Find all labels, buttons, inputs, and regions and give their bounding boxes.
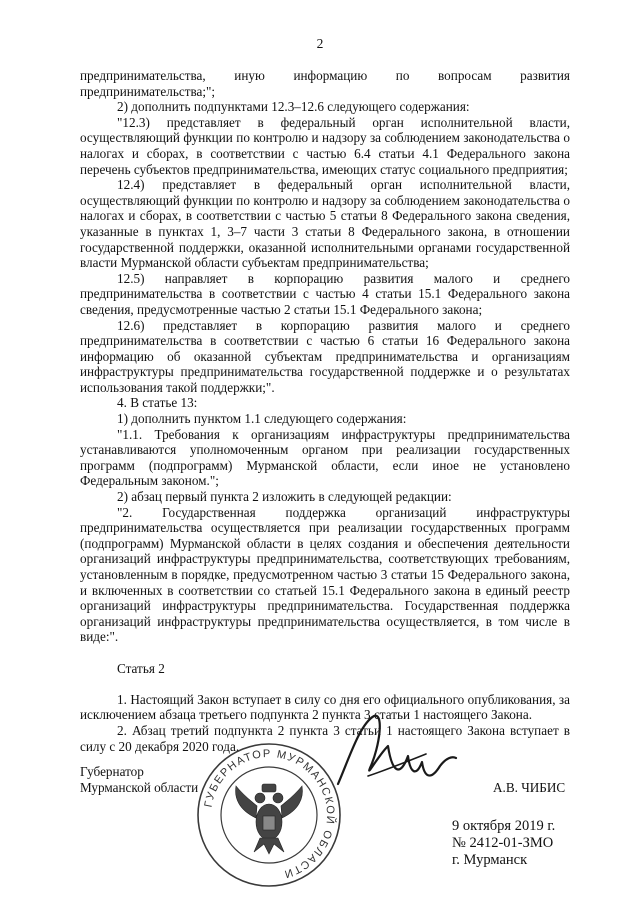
official-seal-icon xyxy=(194,740,344,890)
paragraph: "12.3) представляет в федеральный орган исполнительной власти, осуществляющий функции по контролю и надзору за соблюдением законодательства о налогах и сборах, в соответствии с частью 6.4 статьи 4.1 Федерального закона перечень субъектов предпринимательства, имеющих статус социального предприятия; xyxy=(80,114,570,177)
paragraph: 2. Абзац третий подпункта 2 пункта 3 статьи 1 настоящего Закона вступает в силу с 20 декабря 2020 года. xyxy=(80,722,570,754)
paragraph: 12.4) представляет в федеральный орган исполнительной власти, осуществляющий функции по контролю и надзору за соблюдением законодательства о налогах и сборах, в соответствии с частью 5 статьи 8 Федерального закона сведения, указанные в пунктах 1, 3–7 части 3 статьи 8 Федерального закона, в отношении государственной поддержки, оказанной исполнительными органами государственной власти Мурманской области субъектам предпринимательства; xyxy=(80,177,570,271)
paragraph: 1. Настоящий Закон вступает в силу со дня его официального опубликования, за исключением абзаца третьего подпункта 2 пункта 3 статьи 1 настоящего Закона. xyxy=(80,691,570,723)
signature-details xyxy=(452,818,555,869)
paragraph: "2. Государственная поддержка организаций инфраструктуры предпринимательства осуществляется при реализации государственных программ (подпрограмм) Мурманской области в целях создания и обеспечения деятельности организаций инфраструктуры предпринимательства, соответствующих требованиям, установленным в порядке, предусмотренном частью 3 статьи 15 Федерального закона, и включенных в соответствии со статьей 15.1 Федерального закона в единый реестр организаций инфраструктуры предпринимательства. Государственная поддержка организаций инфраструктуры предпринимательства осуществляется, в том числе в виде:". xyxy=(80,504,570,645)
paragraph: 12.6) представляет в корпорацию развития малого и среднего предпринимательства в соответствии с частью 6 статьи 16 Федерального закона информацию об оказанной субъектам предпринимательства и организациям инфраструктуры предпринимательства государственной поддержке и о результатах использования такой поддержки;". xyxy=(80,317,570,395)
signer-title xyxy=(80,764,220,796)
handwritten-signature-icon xyxy=(330,706,460,806)
page-number: 2 xyxy=(316,36,324,51)
signer-title-line: Мурманской области xyxy=(80,780,199,795)
spacer xyxy=(80,645,570,661)
signer-name: А.В. ЧИБИС xyxy=(493,780,566,795)
signing-date: 9 октября 2019 г. xyxy=(452,818,556,834)
signing-place: г. Мурманск xyxy=(452,852,528,868)
paragraph: 1) дополнить пунктом 1.1 следующего содержания: xyxy=(117,411,407,427)
law-number: № 2412-01-ЗМО xyxy=(452,835,554,851)
paragraph: 12.5) направляет в корпорацию развития малого и среднего предпринимательства в соответствии с частью 4 статьи 15.1 Федерального закона сведения, предусмотренные частью 2 статьи 15.1 Федерального закона; xyxy=(80,270,570,317)
paragraph: 4. В статье 13: xyxy=(117,395,198,411)
document-body xyxy=(80,68,570,754)
spacer xyxy=(80,676,570,692)
paragraph: предпринимательства, иную информацию по вопросам развития предпринимательства;"; xyxy=(80,68,570,99)
paragraph: 2) абзац первый пункта 2 изложить в следующей редакции: xyxy=(117,489,452,505)
paragraph: 2) дополнить подпунктами 12.3–12.6 следующего содержания: xyxy=(117,99,470,115)
paragraph: "1.1. Требования к организациям инфраструктуры предпринимательства устанавливаются уполномоченным органом при реализации государственных программ (подпрограмм) Мурманской области, если иное не установлено Федеральным законом."; xyxy=(80,426,570,489)
article-heading: Статья 2 xyxy=(117,660,165,676)
signer-title-line: Губернатор xyxy=(80,764,144,779)
svg-text:ГУБЕРНАТОР МУРМАНСКОЙ ОБЛАСТ: ГУБЕРНАТОР МУРМАНСКОЙ ОБЛАСТИ xyxy=(202,747,337,881)
